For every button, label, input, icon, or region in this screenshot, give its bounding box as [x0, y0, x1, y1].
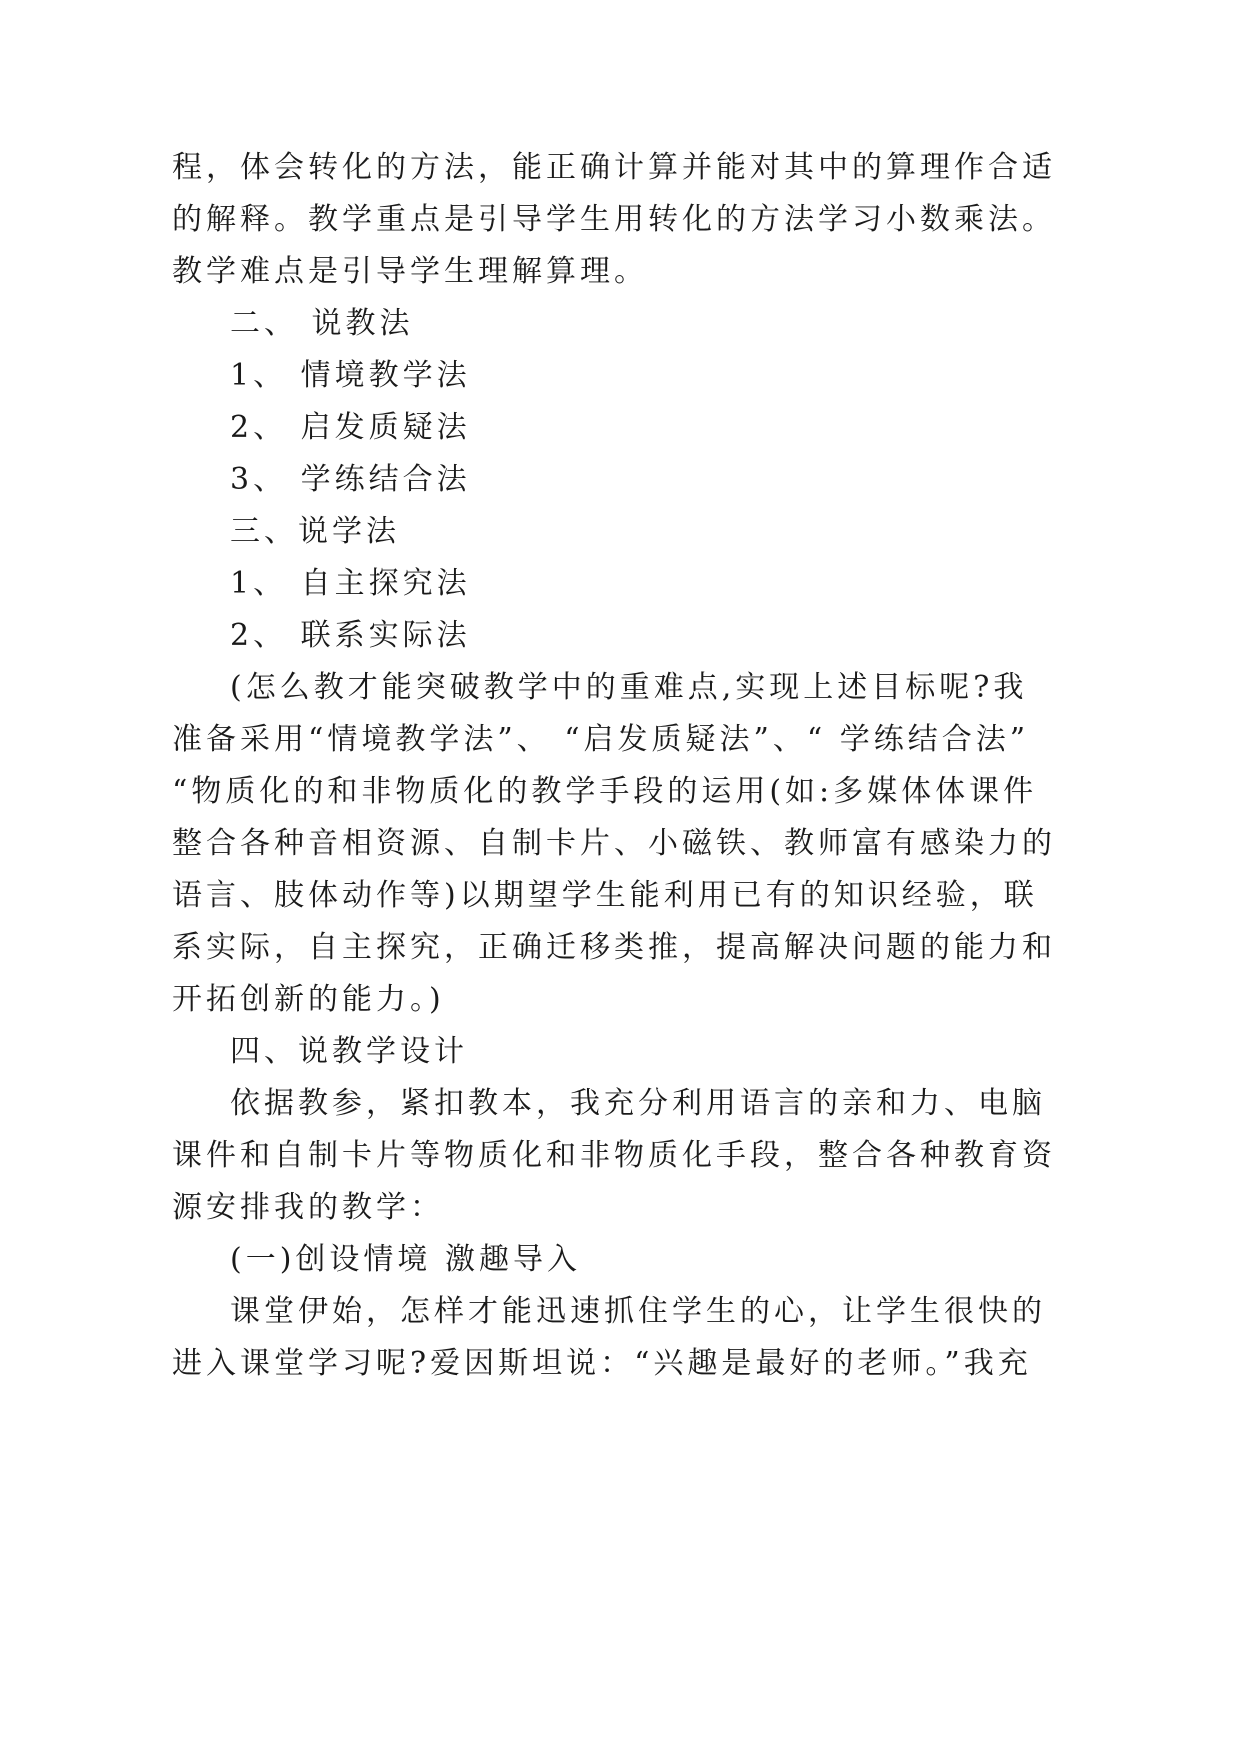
- text-line: 准备采用“情境教学法”、 “启发质疑法”、“ 学练结合法”: [172, 722, 1030, 757]
- text-line: 系实际，自主探究，正确迁移类推，提高解决问题的能力和: [172, 930, 1056, 965]
- text-line: 依据教参，紧扣教本，我充分利用语言的亲和力、电脑: [230, 1086, 1046, 1121]
- text-line: 程，体会转化的方法，能正确计算并能对其中的算理作合适: [172, 150, 1056, 185]
- text-line: 的解释。教学重点是引导学生用转化的方法学习小数乘法。: [172, 202, 1056, 237]
- text-line: (怎么教才能突破教学中的重难点,实现上述目标呢?我: [230, 670, 1028, 705]
- text-line: 课堂伊始，怎样才能迅速抓住学生的心，让学生很快的: [230, 1294, 1046, 1329]
- list-item: 3、 学练结合法: [230, 462, 471, 497]
- text-line: 源安排我的教学：: [172, 1190, 444, 1225]
- text-line: 教学难点是引导学生理解算理。: [172, 254, 648, 289]
- text-line: 语言、肢体动作等)以期望学生能利用已有的知识经验，联: [172, 878, 1038, 913]
- section-heading: 三、说学法: [230, 514, 400, 549]
- text-line: “物质化的和非物质化的教学手段的运用(如:多媒体体课件: [172, 774, 1038, 809]
- section-heading: 四、说教学设计: [230, 1034, 468, 1069]
- text-line: 整合各种音相资源、自制卡片、小磁铁、教师富有感染力的: [172, 826, 1056, 861]
- text-line: 课件和自制卡片等物质化和非物质化手段，整合各种教育资: [172, 1138, 1056, 1173]
- list-item: 1、 自主探究法: [230, 566, 471, 601]
- subsection-heading: (一)创设情境 激趣导入: [230, 1242, 581, 1277]
- list-item: 2、 联系实际法: [230, 618, 471, 653]
- section-heading: 二、 说教法: [230, 306, 414, 341]
- list-item: 1、 情境教学法: [230, 358, 471, 393]
- text-line: 开拓创新的能力。): [172, 982, 445, 1017]
- list-item: 2、 启发质疑法: [230, 410, 471, 445]
- text-line: 进入课堂学习呢?爱因斯坦说：“兴趣是最好的老师。”我充: [172, 1346, 1032, 1381]
